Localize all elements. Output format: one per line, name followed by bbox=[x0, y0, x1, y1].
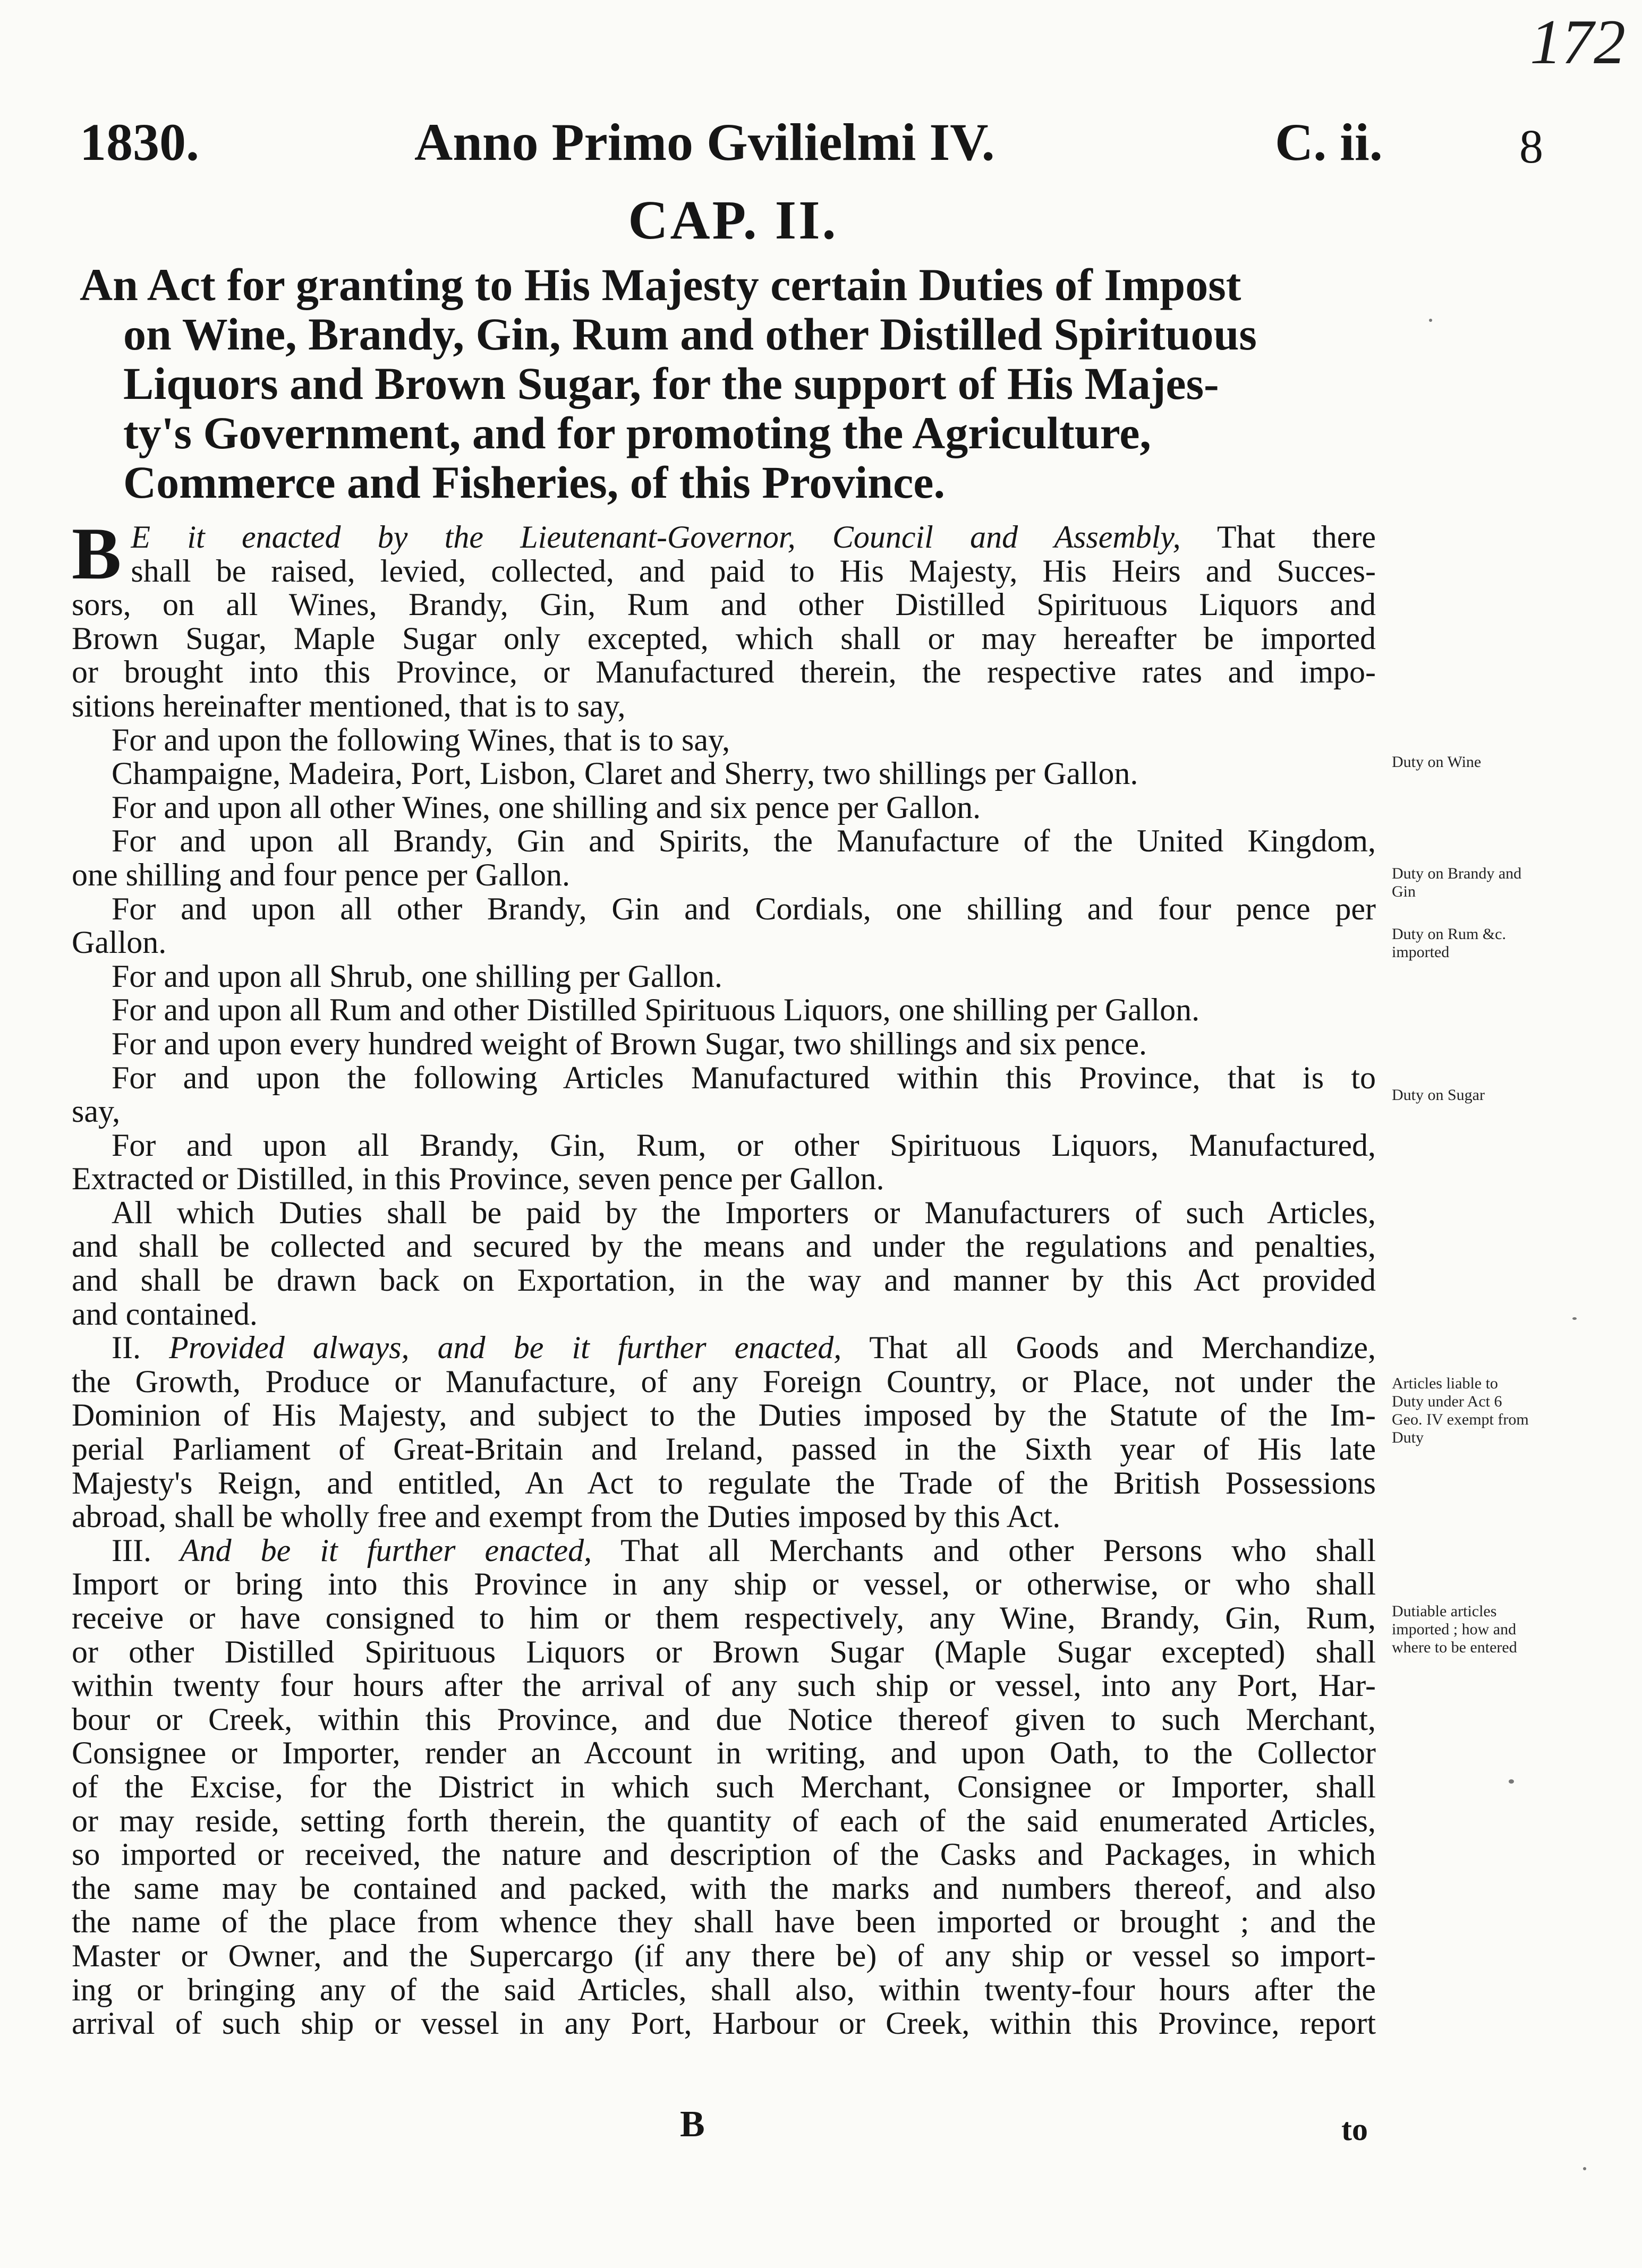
enacting-clause: And be it further enacted, bbox=[151, 1532, 592, 1568]
body-line: the same may be contained and packed, with the marks and numbers thereof, and also bbox=[72, 1870, 1376, 1906]
body-line: of the Excise, for the District in which such Merchant, Consignee or Importer, shall bbox=[72, 1769, 1376, 1804]
body-line: the Growth, Produce or Manufacture, of any Foreign Country, or Place, not under the bbox=[72, 1363, 1376, 1399]
body-line: one shilling and four pence per Gallon. bbox=[72, 857, 571, 892]
margin-note-sugar: Duty on Sugar bbox=[1392, 1086, 1485, 1104]
page-stamp: 172 bbox=[1530, 6, 1626, 77]
body-line bbox=[72, 1331, 1376, 1365]
act-title-line: Commerce and Fisheries, of this Province. bbox=[123, 457, 945, 508]
body-line: Consignee or Importer, render an Account in writing, and upon Oath, to the Collector bbox=[72, 1735, 1376, 1771]
drop-cap: B bbox=[72, 513, 122, 595]
body-line bbox=[72, 1534, 1376, 1568]
signature-mark: B bbox=[680, 2104, 705, 2145]
margin-note-brandy: Duty on Brandy and Gin bbox=[1392, 865, 1522, 900]
margin-note-dutiable: Dutiable articles imported ; how and where to be entered bbox=[1392, 1602, 1517, 1656]
proviso-clause: Provided always, and be it further enacted, bbox=[140, 1330, 842, 1366]
body-line: or brought into this Province, or Manufactured therein, the respective rates and impo- bbox=[72, 654, 1376, 690]
margin-note-rum: Duty on Rum &c. imported bbox=[1392, 925, 1506, 961]
body-line: Majesty's Reign, and entitled, An Act to regulate the Trade of the British Possessions bbox=[72, 1465, 1376, 1500]
body-line: and shall be collected and secured by the means and under the regulations and penalties, bbox=[72, 1229, 1376, 1264]
body-text: That all Goods and Merchandize, bbox=[841, 1330, 1376, 1366]
body-line: Import or bring into this Province in any ship or vessel, or otherwise, or who shall bbox=[72, 1566, 1376, 1602]
body-line: or other Distilled Spirituous Liquors or Brown Sugar (Maple Sugar excepted) shall bbox=[72, 1634, 1376, 1669]
body-line: and contained. bbox=[72, 1296, 258, 1332]
body-line: For and upon all Rum and other Distilled Spirituous Liquors, one shilling per Gallon. bbox=[112, 992, 1200, 1028]
body-line: abroad, shall be wholly free and exempt from the Duties imposed by this Act. bbox=[72, 1499, 1061, 1534]
section-number: II. bbox=[112, 1330, 141, 1366]
body-line: For and upon all other Wines, one shilling and six pence per Gallon. bbox=[112, 789, 981, 825]
body-line: Brown Sugar, Maple Sugar only excepted, which shall or may hereafter be imported bbox=[72, 620, 1376, 656]
body-line: For and upon every hundred weight of Brown Sugar, two shillings and six pence. bbox=[112, 1026, 1147, 1061]
body-line: the name of the place from whence they shall have been imported or brought ; and the bbox=[72, 1904, 1376, 1940]
body-line: Gallon. bbox=[72, 925, 167, 960]
running-head-title: Anno Primo Gvilielmi IV. bbox=[414, 113, 995, 172]
scan-speck bbox=[1572, 1317, 1577, 1320]
body-line: Master or Owner, and the Supercargo (if any there be) of any ship or vessel so import- bbox=[72, 1938, 1376, 1973]
body-text: That all Merchants and other Persons who shall bbox=[592, 1532, 1376, 1568]
body-line: All which Duties shall be paid by the Importers or Manufacturers of such Articles, bbox=[112, 1195, 1376, 1230]
margin-note-wine: Duty on Wine bbox=[1392, 753, 1482, 771]
body-line: For and upon all other Brandy, Gin and Cordials, one shilling and four pence per bbox=[112, 891, 1376, 926]
enacting-clause: E it enacted by the Lieutenant-Governor, Council and Assembly, bbox=[131, 519, 1181, 555]
body-line: For and upon all Brandy, Gin and Spirits, the Manufacture of the United Kingdom, bbox=[112, 823, 1376, 859]
body-line: receive or have consigned to him or them respectively, any Wine, Brandy, Gin, Rum, bbox=[72, 1600, 1376, 1635]
act-title-line: An Act for granting to His Majesty certain Duties of Impost bbox=[80, 259, 1241, 310]
running-head-year: 1830. bbox=[80, 113, 199, 172]
act-title-line: ty's Government, and for promoting the Agriculture, bbox=[123, 407, 1151, 458]
body-line: shall be raised, levied, collected, and paid to His Majesty, His Heirs and Succes- bbox=[131, 553, 1376, 589]
body-line: For and upon the following Articles Manufactured within this Province, that is to bbox=[112, 1060, 1376, 1095]
body-line: so imported or received, the nature and description of the Casks and Packages, in which bbox=[72, 1837, 1376, 1872]
scan-speck bbox=[1429, 319, 1432, 322]
body-line: bour or Creek, within this Province, and due Notice thereof given to such Merchant, bbox=[72, 1701, 1376, 1737]
scan-speck bbox=[1583, 2167, 1586, 2170]
catchword: to bbox=[1341, 2112, 1368, 2147]
body-line: Champaigne, Madeira, Port, Lisbon, Claret and Sherry, two shillings per Gallon. bbox=[112, 756, 1138, 791]
act-title-line: Liquors and Brown Sugar, for the support of His Majes- bbox=[123, 358, 1219, 409]
margin-note-articles: Articles liable to Duty under Act 6 Geo. IV exempt from Duty bbox=[1392, 1375, 1529, 1446]
body-line: sitions hereinafter mentioned, that is to say, bbox=[72, 688, 626, 723]
chapter-heading: CAP. II. bbox=[628, 190, 838, 251]
body-line: For and upon all Shrub, one shilling per Gallon. bbox=[112, 958, 722, 994]
body-line: or may reside, setting forth therein, the quantity of each of the said enumerated Articles, bbox=[72, 1803, 1376, 1838]
body-line: ing or bringing any of the said Articles, shall also, within twenty-four hours after the bbox=[72, 1972, 1376, 2007]
body-line: arrival of such ship or vessel in any Port, Harbour or Creek, within this Province, report bbox=[72, 2006, 1376, 2041]
body-line: say, bbox=[72, 1094, 121, 1129]
running-head-chapter: C. ii. bbox=[1275, 113, 1383, 172]
act-title bbox=[80, 260, 1386, 507]
body-line: For and upon all Brandy, Gin, Rum, or other Spirituous Liquors, Manufactured, bbox=[112, 1127, 1376, 1163]
body-line: For and upon the following Wines, that is to say, bbox=[112, 722, 730, 757]
scan-speck bbox=[1509, 1779, 1514, 1784]
act-body bbox=[72, 513, 1376, 2041]
body-line: within twenty four hours after the arrival of any such ship or vessel, into any Port, Har- bbox=[72, 1668, 1376, 1703]
body-text: That there bbox=[1180, 519, 1376, 555]
body-line: Extracted or Distilled, in this Province, seven pence per Gallon. bbox=[72, 1161, 884, 1197]
body-line: sors, on all Wines, Brandy, Gin, Rum and other Distilled Spirituous Liquors and bbox=[72, 587, 1376, 623]
page-number: 8 bbox=[1519, 121, 1543, 173]
body-line bbox=[72, 521, 1376, 555]
body-line: perial Parliament of Great-Britain and Ireland, passed in the Sixth year of His late bbox=[72, 1431, 1376, 1467]
act-title-line: on Wine, Brandy, Gin, Rum and other Distilled Spirituous bbox=[123, 309, 1257, 360]
body-line: Dominion of His Majesty, and subject to the Duties imposed by the Statute of the Im- bbox=[72, 1397, 1376, 1433]
body-line: and shall be drawn back on Exportation, in the way and manner by this Act provided bbox=[72, 1263, 1376, 1298]
section-number: III. bbox=[112, 1532, 151, 1568]
